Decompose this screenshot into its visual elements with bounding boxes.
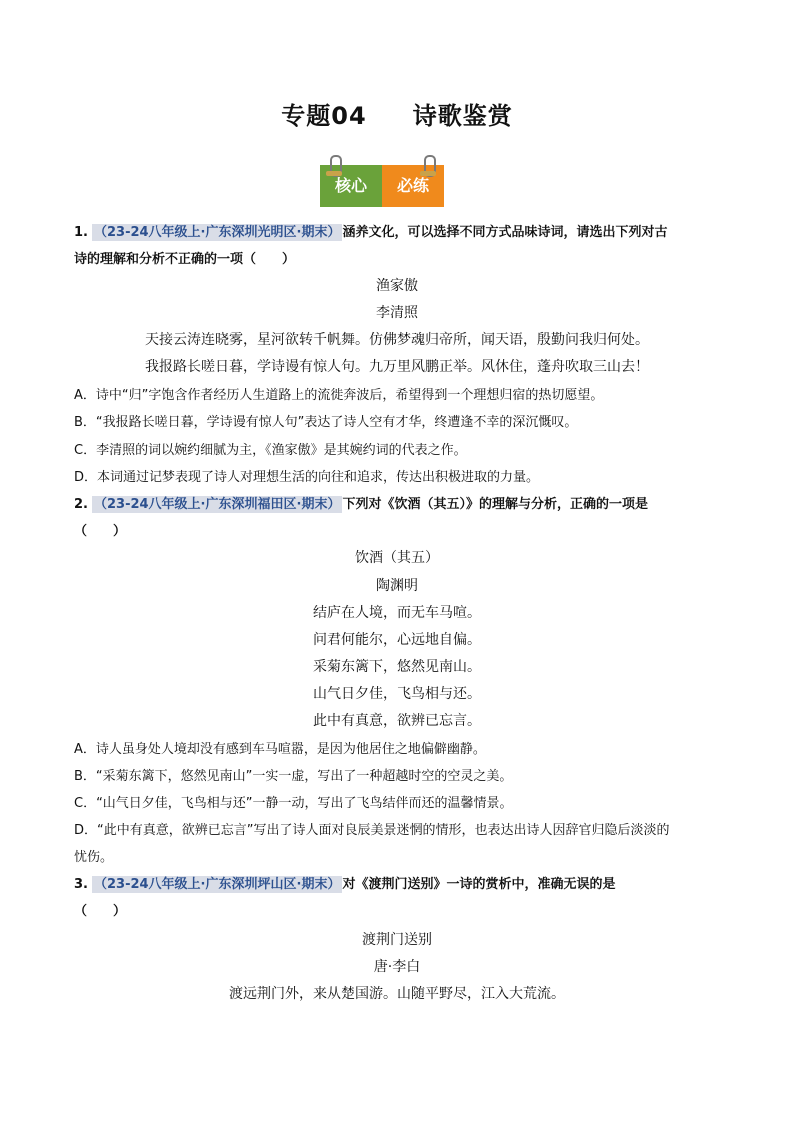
question-3-stem [74,871,724,898]
poem-title: 饮酒（其五） [355,550,439,566]
option-d: D．本词通过记梦表现了诗人对理想生活的向往和追求，传达出积极进取的力量。 [74,470,540,485]
question-stem-line: 下列对《饮酒（其五）》的理解与分析，正确的一项是 [342,497,648,512]
question-2-stem [74,491,724,518]
poem-line: 采菊东篱下，悠然见南山。 [313,659,481,675]
poem-line: 此中有真意，欲辨已忘言。 [313,713,481,729]
poem-line: 问君何能尔，心远地自偏。 [313,632,481,648]
question-3-stem-cont: （ ） [74,904,127,919]
option-c: C．李清照的词以婉约细腻为主，《渔家傲》是其婉约词的代表之作。 [74,443,467,458]
binder-clip-icon [424,155,436,177]
question-stem-line: 涵养文化，可以选择不同方式品味诗词，请选出下列对古 [342,225,668,240]
badge-left-label: 核心 [320,165,382,207]
question-source-tag: （23-24八年级上·广东深圳光明区·期末） [93,225,341,240]
question-number: 3. [74,877,88,892]
poem-author: 陶渊明 [376,578,418,594]
option-c: C．“山气日夕佳，飞鸟相与还”一静一动，写出了飞鸟结伴而还的温馨情景。 [74,796,513,811]
question-stem-line: 对《渡荆门送别》一诗的赏析中，准确无误的是 [342,877,616,892]
section-badge [320,165,444,207]
title-topic-name: 诗歌鉴赏 [412,102,513,130]
question-1-stem [74,219,724,246]
question-source-tag: （23-24八年级上·广东深圳坪山区·期末） [93,877,341,892]
question-source-tag: （23-24八年级上·广东深圳福田区·期末） [93,497,341,512]
option-d-cont: 忧伤。 [74,850,114,865]
poem-author: 唐·李白 [373,959,421,975]
badge-right-label: 必练 [382,165,444,207]
option-b: B．“采菊东篱下，悠然见南山”一实一虚，写出了一种超越时空的空灵之美。 [74,769,513,784]
poem-title: 渔家傲 [376,278,418,294]
binder-clip-icon [330,155,342,177]
question-number: 2. [74,497,88,512]
question-1-stem-cont: 诗的理解和分析不正确的一项（ ） [74,252,296,267]
option-a: A．诗中“归”字饱含作者经历人生道路上的流徙奔波后，希望得到一个理想归宿的热切愿望。 [74,388,604,403]
option-d: D．“此中有真意，欲辨已忘言”写出了诗人面对良辰美景迷惘的情形，也表达出诗人因辞官归隐后淡淡的 [74,823,670,838]
option-b: B．“我报路长嗟日暮，学诗谩有惊人句”表达了诗人空有才华，终遭逢不幸的深沉慨叹。 [74,415,578,430]
poem-title: 渡荆门送别 [362,932,432,948]
poem-line: 我报路长嗟日暮，学诗谩有惊人句。九万里风鹏正举。风休住，蓬舟吹取三山去！ [145,359,649,375]
title-topic-number: 专题04 [281,102,367,130]
option-a: A．诗人虽身处人境却没有感到车马喧嚣，是因为他居住之地偏僻幽静。 [74,742,486,757]
poem-line: 渡远荆门外，来从楚国游。山随平野尽，江入大荒流。 [229,986,565,1002]
poem-line: 结庐在人境，而无车马喧。 [313,605,481,621]
poem-line: 山气日夕佳，飞鸟相与还。 [313,686,481,702]
poem-author: 李清照 [376,305,418,321]
question-number: 1. [74,225,88,240]
page-title [0,96,794,131]
poem-line: 天接云涛连晓雾，星河欲转千帆舞。仿佛梦魂归帝所，闻天语，殷勤问我归何处。 [145,332,649,348]
question-2-stem-cont: （ ） [74,524,127,539]
